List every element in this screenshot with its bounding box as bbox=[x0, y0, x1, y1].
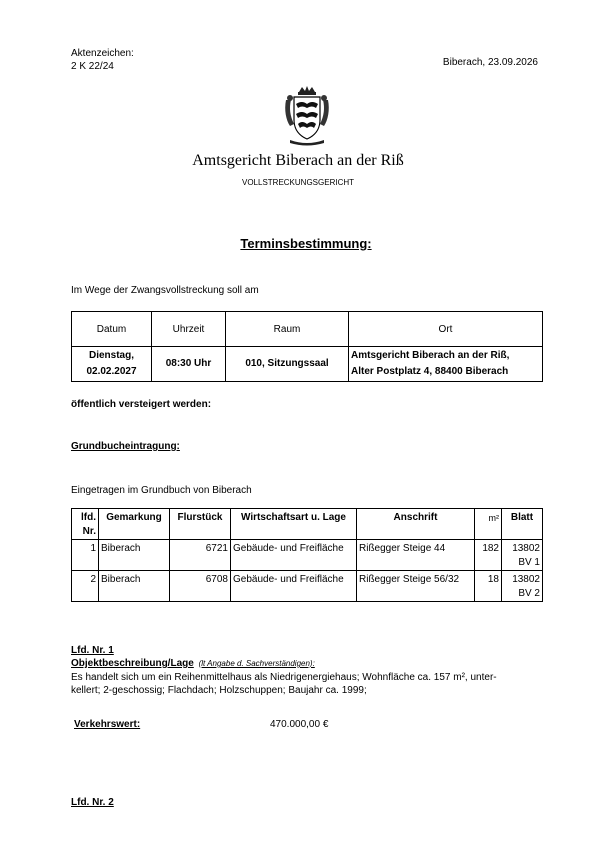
land-register-intro: Eingetragen im Grundbuch von Biberach bbox=[71, 485, 252, 496]
table-header-row bbox=[72, 312, 543, 347]
date-cell: Dienstag, 02.02.2027 bbox=[72, 347, 152, 382]
column-header: Uhrzeit bbox=[152, 312, 226, 347]
land-register-table bbox=[71, 508, 543, 602]
table-row bbox=[72, 347, 543, 382]
sheet-cell: 13802 BV 2 bbox=[502, 571, 543, 602]
item-2-heading: Lfd. Nr. 2 bbox=[71, 797, 114, 808]
object-description-heading bbox=[71, 657, 315, 670]
gemarkung-cell: Biberach bbox=[99, 571, 170, 602]
table-row bbox=[72, 571, 543, 602]
area-cell: 18 bbox=[475, 571, 502, 602]
area-cell: 182 bbox=[475, 540, 502, 571]
sheet-cell: 13802 BV 1 bbox=[502, 540, 543, 571]
address-cell: Rißegger Steige 44 bbox=[357, 540, 475, 571]
column-header: Blatt bbox=[502, 509, 543, 540]
land-register-heading: Grundbucheintragung: bbox=[71, 441, 180, 452]
column-header: Flurstück bbox=[170, 509, 231, 540]
market-value: 470.000,00 € bbox=[270, 719, 329, 730]
file-reference-label: Aktenzeichen: bbox=[71, 48, 134, 59]
court-department: VOLLSTRECKUNGSGERICHT bbox=[241, 178, 355, 187]
table-header-row bbox=[72, 509, 543, 540]
column-header: Raum bbox=[226, 312, 349, 347]
row-number: 1 bbox=[72, 540, 99, 571]
place-date: Biberach, 23.09.2026 bbox=[442, 57, 538, 68]
file-reference-value: 2 K 22/24 bbox=[71, 61, 114, 72]
document-title: Terminsbestimmung: bbox=[240, 236, 372, 251]
intro-text: Im Wege der Zwangsvollstreckung soll am bbox=[71, 285, 259, 296]
flurstueck-cell: 6721 bbox=[170, 540, 231, 571]
column-header: m² bbox=[475, 509, 502, 540]
market-value-label: Verkehrswert: bbox=[74, 719, 141, 730]
usage-cell: Gebäude- und Freifläche bbox=[231, 571, 357, 602]
column-header: Datum bbox=[72, 312, 152, 347]
column-header: Wirtschaftsart u. Lage bbox=[231, 509, 357, 540]
location-cell: Amtsgericht Biberach an der Riß, Alter Postplatz 4, 88400 Biberach bbox=[349, 347, 543, 382]
address-cell: Rißegger Steige 56/32 bbox=[357, 571, 475, 602]
column-header: Gemarkung bbox=[99, 509, 170, 540]
column-header: Anschrift bbox=[357, 509, 475, 540]
column-header: lfd. Nr. bbox=[72, 509, 99, 540]
gemarkung-cell: Biberach bbox=[99, 540, 170, 571]
column-header: Ort bbox=[349, 312, 543, 347]
row-number: 2 bbox=[72, 571, 99, 602]
appointment-table bbox=[71, 311, 543, 382]
flurstueck-cell: 6708 bbox=[170, 571, 231, 602]
court-name: Amtsgericht Biberach an der Riß bbox=[192, 152, 404, 169]
item-1-heading: Lfd. Nr. 1 bbox=[71, 645, 114, 656]
table-row bbox=[72, 540, 543, 571]
object-description-label: Objektbeschreibung/Lage bbox=[71, 658, 194, 669]
file-reference bbox=[71, 47, 134, 73]
room-cell: 010, Sitzungssaal bbox=[226, 347, 349, 382]
time-cell: 08:30 Uhr bbox=[152, 347, 226, 382]
object-description: Es handelt sich um ein Reihenmittelhaus als Niedrigenergiehaus; Wohnfläche ca. 157 m², unter- kellert; 2-geschossig; Flachdach; Holzschuppen; Baujahr ca. 1999; bbox=[71, 672, 497, 696]
object-description-note: (lt Angabe d. Sachverständigen): bbox=[198, 659, 315, 668]
coat-of-arms-icon bbox=[284, 86, 330, 146]
auction-statement: öffentlich versteigert werden: bbox=[71, 399, 212, 410]
usage-cell: Gebäude- und Freifläche bbox=[231, 540, 357, 571]
